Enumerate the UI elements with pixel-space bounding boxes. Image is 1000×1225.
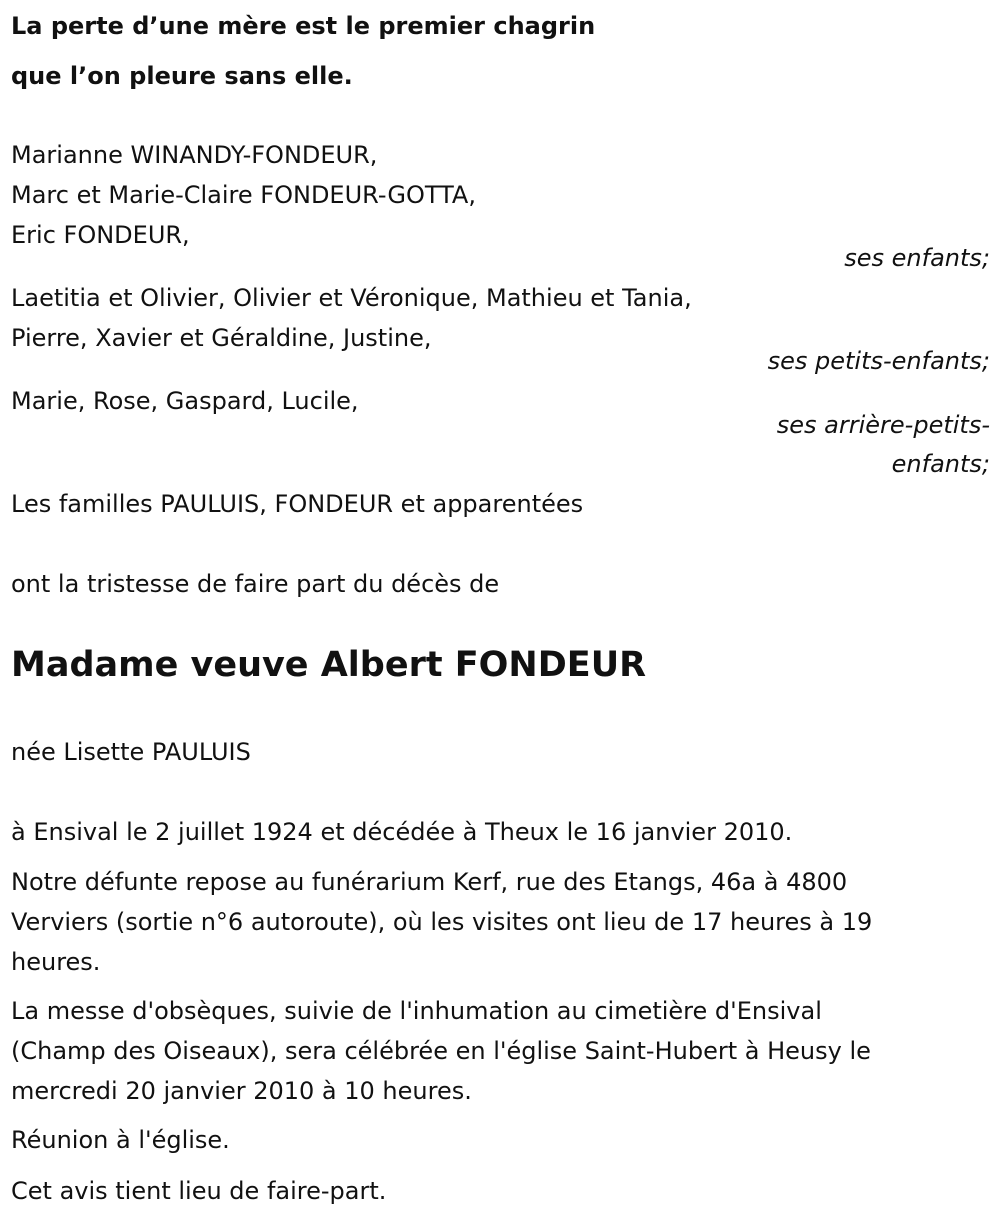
great-grandchildren-role-line-1: ses arrière-petits- bbox=[776, 411, 990, 439]
announcement-line: ont la tristesse de faire part du décès de bbox=[11, 570, 500, 598]
repose-line: heures. bbox=[11, 948, 101, 976]
children-role: ses enfants; bbox=[844, 244, 990, 272]
mass-line: La messe d'obsèques, suivie de l'inhumation au cimetière d'Ensival bbox=[11, 997, 822, 1025]
mass-line: mercredi 20 janvier 2010 à 10 heures. bbox=[11, 1077, 472, 1105]
child-name: Eric FONDEUR, bbox=[11, 221, 190, 249]
mass-line: (Champ des Oiseaux), sera célébrée en l'église Saint-Hubert à Heusy le bbox=[11, 1037, 871, 1065]
families-line: Les familles PAULUIS, FONDEUR et apparentées bbox=[11, 490, 584, 518]
child-name: Marianne WINANDY-FONDEUR, bbox=[11, 141, 378, 169]
maiden-name: née Lisette PAULUIS bbox=[11, 738, 251, 766]
reunion-line: Réunion à l'église. bbox=[11, 1126, 230, 1154]
great-grandchild-names: Marie, Rose, Gaspard, Lucile, bbox=[11, 387, 359, 415]
notice-line: Cet avis tient lieu de faire-part. bbox=[11, 1177, 387, 1205]
grandchild-names: Pierre, Xavier et Géraldine, Justine, bbox=[11, 324, 432, 352]
epigraph-line-2: que l’on pleure sans elle. bbox=[11, 62, 353, 90]
repose-line: Verviers (sortie n°6 autoroute), où les visites ont lieu de 17 heures à 19 bbox=[11, 908, 873, 936]
grandchild-names: Laetitia et Olivier, Olivier et Véronique, Mathieu et Tania, bbox=[11, 284, 692, 312]
epigraph-line-1: La perte d’une mère est le premier chagrin bbox=[11, 12, 596, 40]
child-name: Marc et Marie-Claire FONDEUR-GOTTA, bbox=[11, 181, 476, 209]
great-grandchildren-role-line-2: enfants; bbox=[891, 450, 990, 478]
grandchildren-role: ses petits-enfants; bbox=[767, 347, 990, 375]
repose-line: Notre défunte repose au funérarium Kerf, rue des Etangs, 46a à 4800 bbox=[11, 868, 848, 896]
birth-death-line: à Ensival le 2 juillet 1924 et décédée à Theux le 16 janvier 2010. bbox=[11, 818, 793, 846]
deceased-name: Madame veuve Albert FONDEUR bbox=[11, 645, 647, 685]
